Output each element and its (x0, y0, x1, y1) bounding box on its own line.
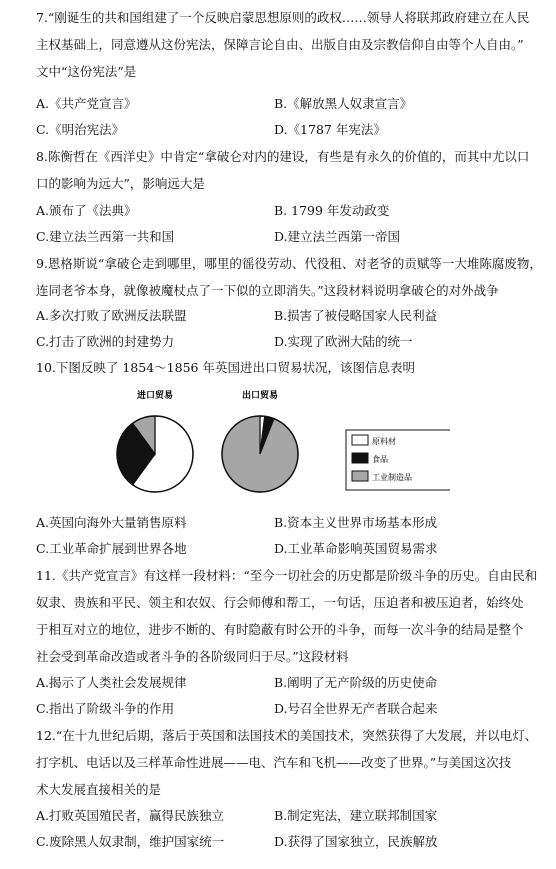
q11-option-a: A.揭示了人类社会发展规律 (36, 675, 187, 690)
q7-line-1: 7.“刚诞生的共和国组建了一个反映启蒙思想原则的政权……领导人将联邦政府建立在人民 (36, 10, 530, 25)
q9-line-2: 连同老爷本身，就像被魔杖点了一下似的立即消失。”这段材料说明拿破仑的对外战争 (36, 283, 499, 298)
q12-line-2: 打字机、电话以及三样革命性进展——电、汽车和飞机——改变了世界。”与美国这次技 (36, 755, 512, 770)
q11-option-d: D.号召全世界无产者联合起来 (274, 701, 438, 716)
q7-option-c: C.《明治宪法》 (36, 122, 125, 137)
q9-option-d: D.实现了欧洲大陆的统一 (274, 334, 413, 349)
q10-option-b: B.资本主义世界市场基本形成 (274, 515, 438, 530)
q12-option-b: B.制定宪法，建立联邦制国家 (274, 808, 438, 823)
q7-option-d: D.《1787 年宪法》 (274, 122, 386, 137)
legend-swatch-food (352, 453, 368, 463)
q12-line-1: 12.“在十九世纪后期，落后于英国和法国技术的美国技术，突然获得了大发展，并以电灯、 (36, 728, 538, 743)
q12-option-c: C.废除黑人奴隶制，维护国家统一 (36, 834, 225, 849)
q7-option-a: A.《共产党宣言》 (36, 96, 137, 111)
q10-option-d: D.工业革命影响英国贸易需求 (274, 541, 438, 556)
q9-option-b: B.损害了被侵略国家人民利益 (274, 308, 438, 323)
q7-line-2: 主权基础上，同意遵从这份宪法，保障言论自由、出版自由及宗教信仰自由等个人自由。” (36, 37, 524, 52)
q12-line-3: 术大发展直接相关的是 (36, 782, 162, 797)
q11-option-c: C.指出了阶级斗争的作用 (36, 701, 175, 716)
q10-option-a: A.英国向海外大量销售原料 (36, 515, 187, 530)
legend-swatch-manufactured (352, 471, 368, 481)
q8-option-d: D.建立法兰西第一帝国 (274, 229, 401, 244)
q11-line-2: 奴隶、贵族和平民、领主和农奴、行会师傅和帮工，一句话，压迫者和被压迫者，始终处 (36, 595, 524, 610)
chart-legend (346, 430, 450, 490)
q7-line-3: 文中“这份宪法”是 (36, 64, 137, 79)
q9-option-a: A.多次打败了欧洲反法联盟 (36, 308, 187, 323)
import-chart-title: 进口贸易 (136, 391, 174, 401)
q8-option-b: B. 1799 年发动政变 (274, 203, 390, 218)
q11-line-3: 于相互对立的地位，进步不断的、有时隐蔽有时公开的斗争，而每一次斗争的结局是整个 (36, 622, 524, 637)
trade-pie-charts (110, 386, 450, 506)
q11-line-4: 社会受到革命改造或者斗争的各阶级同归于尽。”这段材料 (36, 649, 349, 664)
q11-option-b: B.阐明了无产阶级的历史使命 (274, 675, 438, 690)
legend-label-food: 食品 (372, 455, 388, 464)
import-pie (117, 416, 193, 492)
q10-line-1: 10.下图反映了 1854～1856 年英国进出口贸易状况，该图信息表明 (36, 360, 415, 375)
legend-label-raw: 原料材 (372, 437, 396, 446)
q9-line-1: 9.恩格斯说“拿破仑走到哪里，哪里的徭役劳动、代役租、对老爷的贡赋等一大堆陈腐废物， (36, 256, 542, 271)
export-pie (222, 416, 298, 492)
q10-option-c: C.工业革命扩展到世界各地 (36, 541, 187, 556)
legend-swatch-raw (352, 435, 368, 445)
q8-option-a: A.颁布了《法典》 (36, 203, 137, 218)
q8-option-c: C.建立法兰西第一共和国 (36, 229, 175, 244)
legend-label-manufactured: 工业制造品 (372, 473, 412, 482)
export-chart-title: 出口贸易 (241, 391, 279, 401)
q8-line-2: 口的影响为远大”，影响远大是 (36, 176, 205, 191)
q11-line-1: 11.《共产党宣言》有这样一段材料：“至今一切社会的历史都是阶级斗争的历史。自由民和 (36, 568, 538, 583)
q12-option-a: A.打败英国殖民者，赢得民族独立 (36, 808, 225, 823)
q8-line-1: 8.陈衡哲在《西洋史》中肯定“拿破仑对内的建设，有些是有永久的价值的，而其中尤以口 (36, 149, 530, 164)
q12-option-d: D.获得了国家独立，民族解放 (274, 834, 438, 849)
q9-option-c: C.打击了欧洲的封建势力 (36, 334, 175, 349)
q7-option-b: B.《解放黑人奴隶宣言》 (274, 96, 413, 111)
pie-chart-svg (110, 386, 450, 506)
